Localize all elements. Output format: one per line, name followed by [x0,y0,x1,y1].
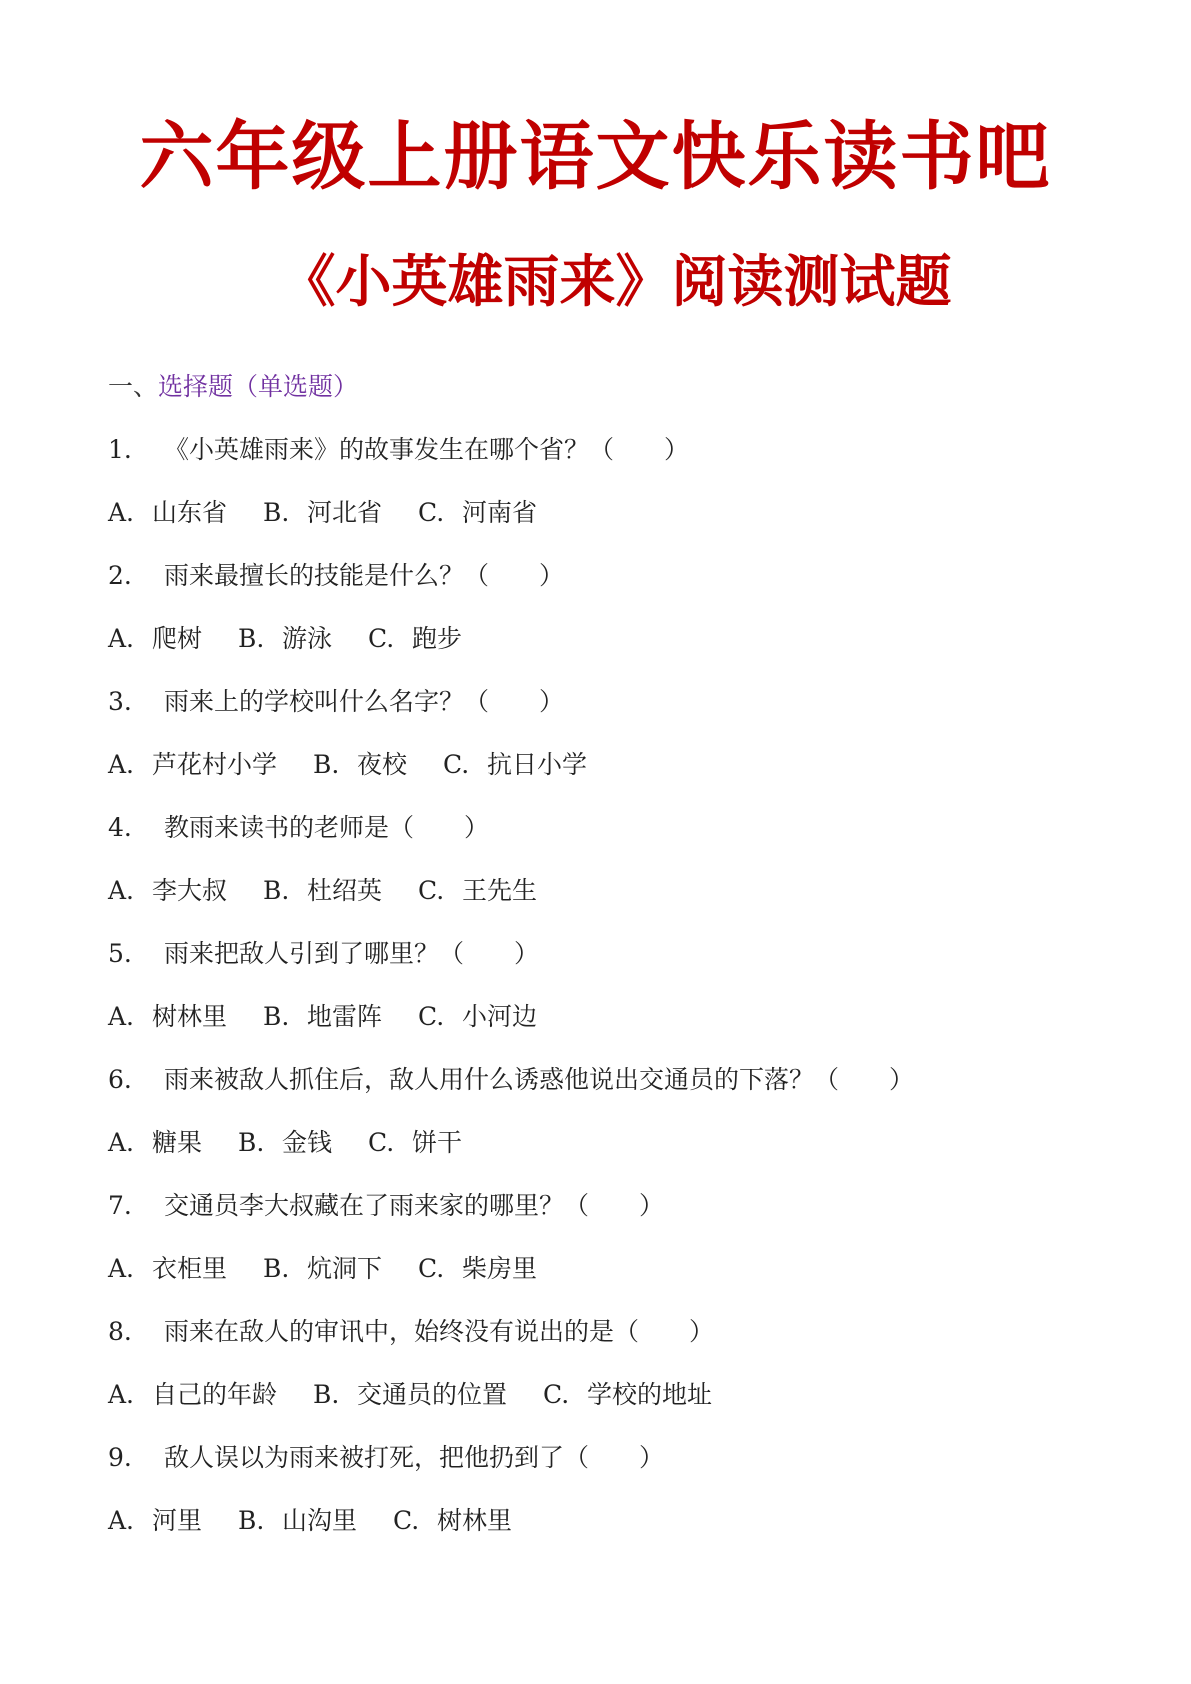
option-letter: A. [108,1002,135,1031]
option-letter: C. [543,1380,570,1409]
section-title: 选择题（单选题） [158,372,359,401]
option-letter: A. [108,1254,135,1283]
option-text: 山沟里 [282,1506,358,1535]
option-text: 夜校 [357,750,408,779]
question-5 [108,922,1108,985]
option-text: 树林里 [152,1002,228,1031]
option [108,1489,202,1552]
option-text: 王先生 [462,876,538,905]
option-letter: C. [368,624,395,653]
question-text: 敌人误以为雨来被打死，把他扔到了（ ） [164,1443,665,1472]
option-text: 金钱 [282,1128,333,1157]
options-8 [108,1363,1108,1426]
question-number: 3. [108,687,132,716]
option [108,1363,277,1426]
option [238,607,332,670]
question-4 [108,796,1108,859]
option-letter: C. [418,1254,445,1283]
question-1 [108,418,1108,481]
options-3 [108,733,1108,796]
option-text: 学校的地址 [587,1380,713,1409]
option-text: 跑步 [412,624,463,653]
question-text: 《小英雄雨来》的故事发生在哪个省？（ ） [164,435,690,464]
question-text: 雨来在敌人的审讯中，始终没有说出的是（ ） [164,1317,715,1346]
option-letter: B. [238,624,265,653]
option-letter: B. [263,1002,290,1031]
option-letter: B. [313,1380,340,1409]
question-number: 4. [108,813,132,842]
option [263,859,382,922]
question-8 [108,1300,1108,1363]
option-text: 交通员的位置 [357,1380,508,1409]
option-letter: A. [108,876,135,905]
option-letter: B. [238,1506,265,1535]
question-7 [108,1174,1108,1237]
question-9 [108,1426,1108,1489]
question-number: 9. [108,1443,132,1472]
option [238,1489,357,1552]
option-letter: A. [108,1506,135,1535]
option [263,481,382,544]
options-9 [108,1489,1108,1552]
option-text: 糖果 [152,1128,203,1157]
option-letter: C. [418,876,445,905]
option-text: 抗日小学 [487,750,588,779]
option-letter: A. [108,1380,135,1409]
option-text: 游泳 [282,624,333,653]
options-4 [108,859,1108,922]
option-letter: B. [313,750,340,779]
option-text: 河里 [152,1506,203,1535]
section-number: 一、 [108,372,159,401]
option-letter: A. [108,498,135,527]
option-letter: A. [108,750,135,779]
option [368,1111,462,1174]
question-text: 雨来上的学校叫什么名字？（ ） [164,687,565,716]
option [108,1237,227,1300]
document-subtitle: 《小英雄雨来》阅读测试题 [279,249,952,315]
option-letter: B. [263,876,290,905]
quiz-body [108,355,1108,1552]
option [108,607,202,670]
option-text: 河南省 [462,498,538,527]
option [443,733,587,796]
option-text: 山东省 [152,498,228,527]
question-number: 1. [108,435,132,464]
option-text: 柴房里 [462,1254,538,1283]
options-5 [108,985,1108,1048]
option-text: 炕洞下 [307,1254,383,1283]
document-title: 六年级上册语文快乐读书吧 [139,114,1052,200]
question-text: 雨来被敌人抓住后，敌人用什么诱惑他说出交通员的下落？（ ） [164,1065,915,1094]
option [263,985,382,1048]
option-letter: C. [368,1128,395,1157]
option [263,1237,382,1300]
question-number: 6. [108,1065,132,1094]
option [418,1237,537,1300]
options-2 [108,607,1108,670]
option-text: 李大叔 [152,876,228,905]
option-text: 饼干 [412,1128,463,1157]
option-text: 衣柜里 [152,1254,228,1283]
question-text: 交通员李大叔藏在了雨来家的哪里？（ ） [164,1191,665,1220]
option-text: 树林里 [437,1506,513,1535]
question-text: 教雨来读书的老师是（ ） [164,813,490,842]
option [108,1111,202,1174]
option [313,733,407,796]
section-heading [108,355,1108,418]
option-text: 自己的年龄 [152,1380,278,1409]
option-letter: C. [418,1002,445,1031]
option [418,481,537,544]
option [108,985,227,1048]
question-text: 雨来把敌人引到了哪里？（ ） [164,939,540,968]
question-number: 2. [108,561,132,590]
option [543,1363,712,1426]
options-1 [108,481,1108,544]
option-letter: C. [393,1506,420,1535]
option-text: 河北省 [307,498,383,527]
option [393,1489,512,1552]
option-text: 小河边 [462,1002,538,1031]
question-number: 8. [108,1317,132,1346]
option-letter: C. [443,750,470,779]
option [108,733,277,796]
option-letter: B. [238,1128,265,1157]
option [108,859,227,922]
option [418,985,537,1048]
option [108,481,227,544]
question-number: 5. [108,939,132,968]
option-letter: A. [108,1128,135,1157]
option-letter: B. [263,1254,290,1283]
option [418,859,537,922]
option-text: 地雷阵 [307,1002,383,1031]
option-letter: B. [263,498,290,527]
question-text: 雨来最擅长的技能是什么？（ ） [164,561,565,590]
option-letter: A. [108,624,135,653]
question-3 [108,670,1108,733]
options-6 [108,1111,1108,1174]
question-2 [108,544,1108,607]
question-6 [108,1048,1108,1111]
option-text: 爬树 [152,624,203,653]
options-7 [108,1237,1108,1300]
question-list [108,418,1108,1552]
option-text: 杜绍英 [307,876,383,905]
question-number: 7. [108,1191,132,1220]
option [313,1363,507,1426]
option [238,1111,332,1174]
option [368,607,462,670]
option-letter: C. [418,498,445,527]
option-text: 芦花村小学 [152,750,278,779]
